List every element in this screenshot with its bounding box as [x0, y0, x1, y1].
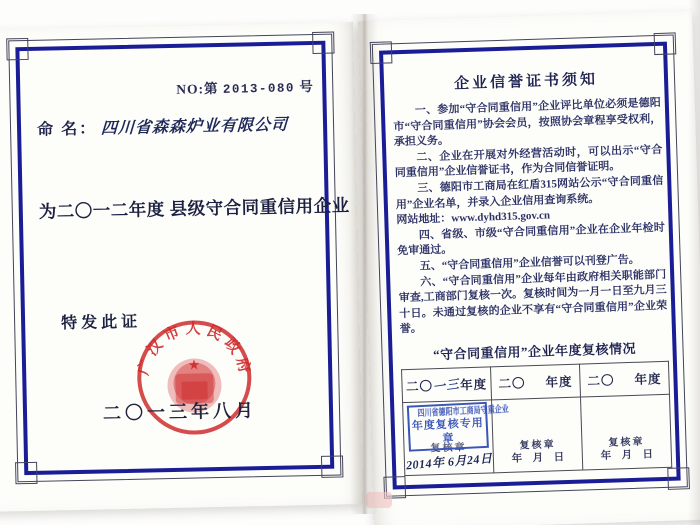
review-year-cell — [579, 361, 669, 397]
year-fill-blank — [615, 383, 635, 386]
review-date-blank: 年 月 日 — [600, 449, 654, 462]
review-seal-label: 复核章 — [519, 439, 556, 452]
certificate-number-line — [176, 75, 314, 98]
review-year-cell — [491, 364, 581, 400]
corner-ornament — [321, 455, 343, 477]
notice-content — [392, 66, 672, 476]
annual-review-table — [401, 361, 672, 476]
certificate-left-page — [0, 22, 363, 512]
year-fill-blank — [526, 386, 546, 389]
review-stamp-line1: 四川省德阳市工商局守重企业 — [417, 403, 509, 419]
corner-ornament — [654, 32, 677, 55]
notice-paragraph: 三、德阳市工商局在红盾315网站公示“守合同重信用”企业名单，并录入企业信用查询系统。 — [395, 174, 664, 211]
ink-smudge — [366, 492, 392, 508]
year-prefix: 二〇 — [587, 373, 615, 389]
year-suffix: 年度 — [459, 377, 488, 393]
certificate-right-page — [358, 11, 700, 525]
notice-paragraph: 六、“守合同重信用”企业每年由政府相关职能部门审查,工商部门复核一次。复核时间为一月一日至九月三十日。未通过复核的企业不享有“守合同重信用”企业荣誉。 — [398, 268, 668, 336]
notice-title: 企业信誉证书须知 — [453, 71, 599, 93]
corner-ornament — [667, 467, 690, 490]
review-body-cell — [403, 400, 509, 476]
year-fill-handwritten: 一三 — [432, 376, 462, 395]
review-year-cell — [402, 367, 492, 403]
website-line: 网站地址：www.dyhd315.gov.cn — [396, 209, 551, 227]
notice-paragraph: 二、企业在开展对外经营活动时，可以出示“守合同重信用”企业信誉证书，作为合同信誉证明。 — [394, 143, 663, 180]
notice-paragraph: 一、参加“守合同重信用”企业评比单位必须是德阳市“守合同重信用”协会会员，按照协会章程享受权利，承担义务。 — [393, 96, 662, 149]
review-date-blank: 年 月 日 — [511, 452, 565, 465]
review-stamp — [407, 402, 509, 452]
corner-ornament — [312, 32, 334, 54]
review-seal-label: 复核章 — [608, 436, 645, 449]
issue-statement: 特发此证 — [60, 313, 142, 333]
year-suffix: 年度 — [634, 371, 662, 387]
review-date-handwritten: 2014年 6月24日 — [405, 451, 493, 473]
year-suffix: 年度 — [545, 374, 573, 390]
award-title: 为二〇一二年度 县级守合同重信用企业 — [38, 195, 350, 222]
review-seal-label: 复核章 — [430, 442, 467, 455]
year-prefix: 二〇 — [498, 376, 526, 392]
review-body-cell — [492, 397, 583, 473]
notice-paragraph: 四、省级、市级“守合同重信用”企业在企业年检时免审通过。 — [397, 221, 665, 258]
corner-ornament — [15, 462, 37, 484]
company-name-label: 命 名： — [36, 120, 98, 139]
review-body-row — [403, 394, 672, 475]
seal-ring-text: 广汉市人民政府 — [135, 321, 254, 380]
issue-date: 二〇一三年八月 — [102, 400, 258, 424]
seal-star-glyph: ★ — [187, 358, 201, 374]
certificate-number: 2013-080 — [222, 81, 296, 97]
corner-ornament — [370, 41, 393, 64]
corner-ornament — [6, 38, 28, 60]
notice-paragraph: 五、“守合同重信用”企业信誉可以刊登广告。 — [419, 253, 640, 273]
certificate-number-suffix: 号 — [299, 78, 314, 95]
review-section-header: “守合同重信用”企业年度复核情况 — [432, 340, 637, 363]
review-body-cell — [580, 394, 671, 470]
company-name-handwritten: 四川省森森炉业有限公司 — [100, 116, 289, 138]
certificate-number-prefix: NO:第 — [176, 80, 219, 97]
year-prefix: 二〇 — [405, 379, 434, 394]
review-stamp-line2: 年度复核专用章 — [411, 416, 485, 445]
